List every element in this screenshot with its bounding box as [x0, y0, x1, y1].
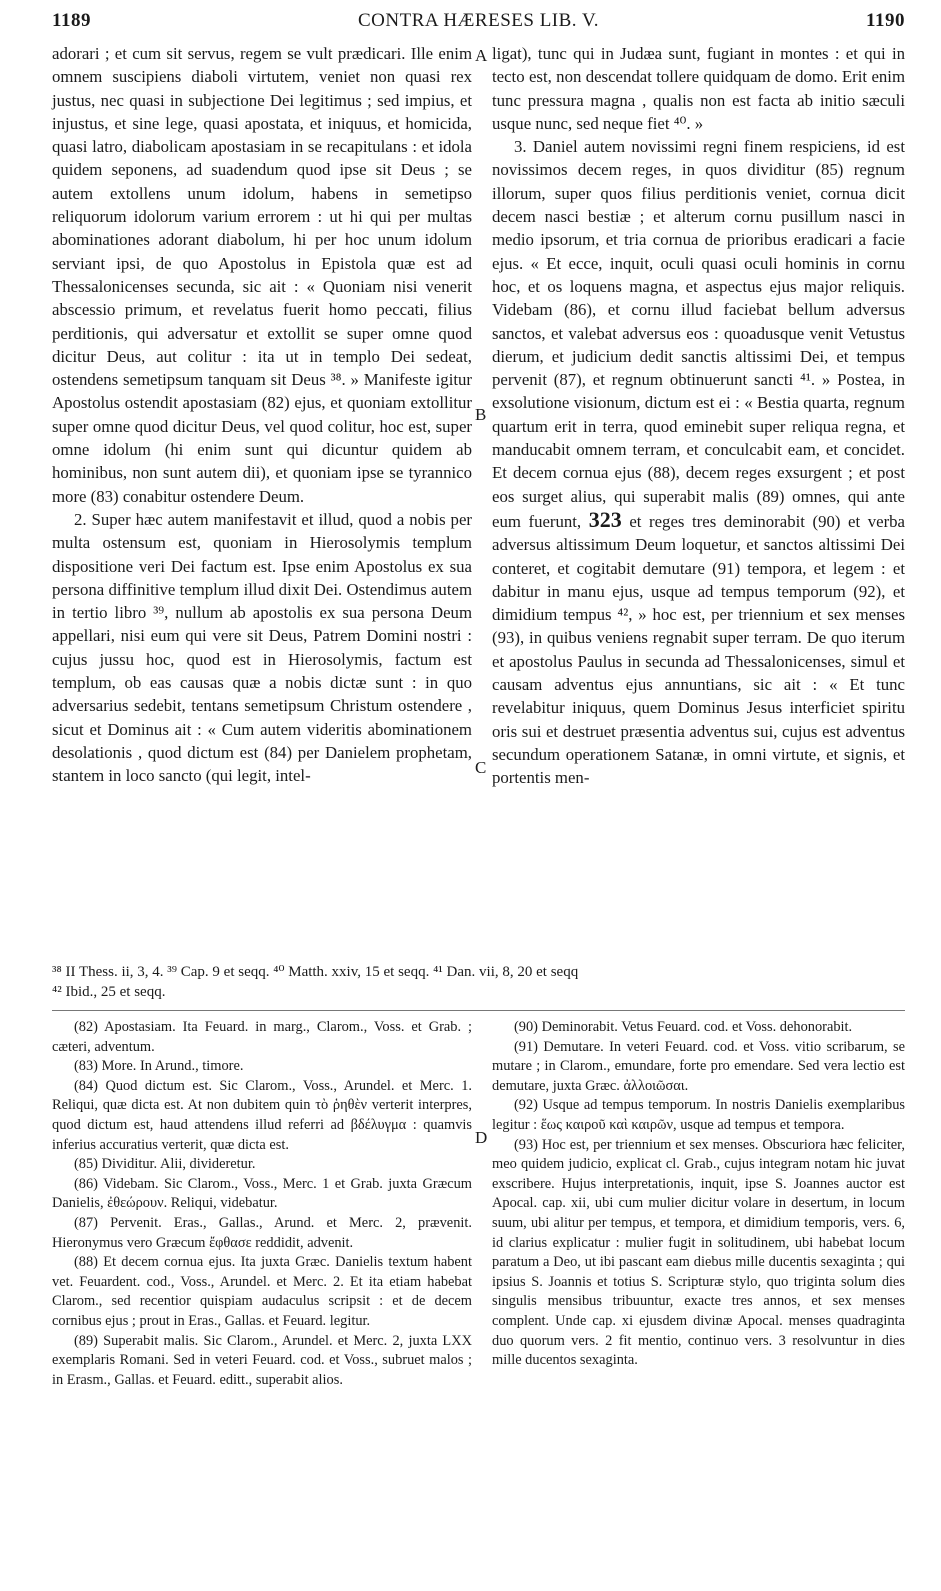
notes-left-column [52, 1018, 472, 1390]
note-93: (93) Hoc est, per triennium et sex menses. Obscuriora hæc feliciter, meo quidem judicio, explicat cl. Grab., cujus integram notam hic juvat exscribere. Hujus interpretationis, inquit, ipse S. Joannes auctor est Apocal. cap. xii, ubi cum mulier dicitur volare in desertum, in locum suum, ubi alitur per tempus, et tempora, et dimidium temporis, vers. 6, id clarius explicatur : mulier fugit in solitudinem, ubi habebat locum paratum a Deo, ut ibi pascant eam diebus mille ducentis sexaginta ; qui ipsius S. Joannis et totius S. Scripturæ stylo, quo triginta solum dies singulis mensibus tribuuntur, exacte tres annos, et sex menses complent. Unde cap. xi ejusdem divinæ Apocal. menses quadraginta duo quorum vers. 2 fit mentio, continuo vers. 3 resolvuntur in dies mille ducentos sexaginta. [492, 1136, 905, 1369]
margin-letter-d: D [475, 1128, 488, 1147]
note-88: (88) Et decem cornua ejus. Ita juxta Græc. Danielis textum habent vet. Feuardent. cod., Voss., Arundel. et Merc. 2. Et ita etiam habebat Clarom., sed recentior quispiam audaculus scripsit : et de decem cornibus ejus ; prout in Eras., Gallas. et Feuard. legitur. [52, 1254, 472, 1329]
right-paragraph-2-text-a: 3. Daniel autem novissimi regni finem respiciens, id est novissimos decem reges, in quos dividitur (85) regnum illorum, super quos filius perditionis veniet, cornua dicit decem nasci bestiæ ; et alterum cornu pusillum nasci in medio ipsorum, et tria cornua de prioribus eradicari a facie ejus. « Et ecce, inquit, oculi quasi oculi hominis in cornu hoc, et os loquens magna, et aspectus ejus major reliquis. Videbam (86), et cornu illud faciebat bellum adversus sanctos, et valebat adversus eos : quoadusque venit Vetustus dierum, et judicium dedit sanctis altissimi Dei, et tempus pervenit (87), et regnum obtinuerunt sancti ⁴¹. » Postea, in exsolutione visionum, dictum est ei : « Bestia quarta, regnum quartum erit in terra, quod eminebit super reliqua regna, et manducabit omnem terram, et conculcabit eam, et concidet. Et decem cornua ejus (88), decem reges exsurgent ; et post eos surget alius, qui superabit malis (89) omnes, qui ante eum fuerunt, [492, 137, 905, 531]
running-header [52, 10, 905, 36]
note-84: (84) Quod dictum est. Sic Clarom., Voss., Arundel. et Merc. 1. Reliqui, quæ dicta est. At non dubitem quin τὸ ῥηθὲν verterit interpres, quod dictum est, haud attendens illud referri ad βδέλυγμα : quamvis inferius accuratius verterit, quæ dicta est. [52, 1077, 472, 1153]
right-paragraph-1: ligat), tunc qui in Judæa sunt, fugiant in montes : et qui in tecto est, non descendat tollere quidquam de domo. Erit enim tunc pressura magna , qualis non est facta ab initio sæculi usque nunc, sed neque fiet ⁴⁰. » [492, 44, 905, 133]
left-paragraph-2: 2. Super hæc autem manifestavit et illud, quod a nobis per multa ostensum est, quoniam in Hierosolymis templum dispositione veri Dei factum est. Ipse enim Apostolus ex sua persona diffinitive templum illud dixit Dei. Ostendimus autem in tertio libro ³⁹, nullum ab apostolis ex sua persona Deum appellari, nisi eum qui vere sit Deus, Patrem Domini nostri : cujus jussu hoc, quod est in Hierosolymis, factum est templum, ob eas causas quæ a nobis dictæ sunt : in quo adversarius sedebit, tentans semetipsum Christum ostendere , sicut et Dominus ait : « Cum autem videritis abominationem desolationis , quod dictum est (84) per Danielem prophetam, stantem in loco sancto (qui legit, intel- [52, 509, 472, 786]
note-92: (92) Usque ad tempus temporum. In nostris Danielis exemplaribus legitur : ἕως καιροῦ καὶ καιρῶν, usque ad tempus et tempora. [492, 1097, 905, 1133]
note-83: (83) More. In Arund., timore. [74, 1058, 244, 1075]
right-paragraph-2 [492, 135, 905, 789]
margin-letter-c: C [475, 758, 487, 777]
note-90: (90) Deminorabit. Vetus Feuard. cod. et Voss. dehonorabit. [514, 1019, 853, 1035]
right-paragraph-2-text-b: et reges tres deminorabit (90) et verba adversus altissimum Deum loquetur, et sanctos altissimi Dei conteret, et cogitabit demutare (91) tempora, et legem : et dabitur in manu ejus, usque ad tempus temporum (92), et dimidium tempus ⁴², » hoc est, per triennium et sex menses (93), in quibus veniens regnabit super terram. De quo iterum et apostolus Paulus in secunda ad Thessalonicenses, simul et causam adventus ejus annuntians, sic ait : « Et tunc revelabitur iniquus, quem Dominus Jesus interficiet spiritu oris sui et destruet præsentia adventus sui, cujus est adventus secundum operationem Satanæ, in omni virtute, et signis, et portentis men- [492, 511, 906, 788]
reference-line-2: ⁴² Ibid., 25 et seqq. [52, 984, 166, 1000]
margin-letter-b: B [475, 405, 487, 424]
column-marker-number: 323 [588, 506, 622, 532]
page-number-right: 1190 [866, 10, 905, 31]
note-89: (89) Superabit malis. Sic Clarom., Arundel. et Merc. 2, juxta LXX exemplaris Romani. Sed in veteri Feuard. cod. et Voss., subruet malos ; in Erasm., Gallas. et Feuard. editt., superabit alios. [52, 1332, 472, 1388]
left-paragraph-1: adorari ; et cum sit servus, regem se vult prædicari. Ille enim omnem suscipiens diaboli virtutem, veniet non quasi rex justus, nec quasi in subjectione Dei legitimus ; sed impius, et injustus, et sine lege, quasi apostata, et iniquus, et homicida, quasi latro, diabolicam apostasiam in se recapitulans : et idola quidem seponens, ad suadendum quod ipse sit Deus ; se autem extollens unum idolum, habens in semetipso reliquorum idolorum varium errorem : ut hi qui per multas abominationes adorant diabolum, hi per hoc unum idolum serviant ipsi, de quo Apostolus in Epistola quæ est ad Thessalonicenses secunda, sic ait : « Quoniam nisi venerit abscessio primum, et revelatus fuerit homo peccati, filius perditionis, qui adversatur et extollit se super omne quod dicitur Deus, aut colitur : ita ut in templo Dei sedeat, ostendens semetipsum tanquam sit Deus ³⁸. » Manifeste igitur Apostolus ostendit apostasiam (82) ejus, et quoniam extollitur super omne quod dicitur Deus, vel quod colitur, hoc est, super omne idolum (hi enim sunt qui dicuntur quidem ab hominibus, non sunt autem dii), et quoniam ipse se tyrannico more (83) conabitur ostendere Deum. [52, 44, 472, 506]
reference-line-1: ³⁸ II Thess. ii, 3, 4. ³⁹ Cap. 9 et seqq. ⁴⁰ Matth. xxiv, 15 et seqq. ⁴¹ Dan. vii, 8, 20 et seqq [52, 964, 579, 980]
margin-letter-a: A [475, 46, 488, 65]
page-number-left: 1189 [52, 10, 91, 31]
note-85: (85) Dividitur. Alii, divideretur. [74, 1156, 256, 1173]
note-87: (87) Pervenit. Eras., Gallas., Arund. et Merc. 2, prævenit. Hieronymus vero Græcum ἔφθασε reddidit, advenit. [52, 1214, 472, 1251]
notes-divider [52, 1010, 905, 1011]
note-91: (91) Demutare. In veteri Feuard. cod. et Voss. vitio scribarum, se mutare ; in Clarom., emundare, forte pro emendare. Sed vera lectio est demutare, juxta Græc. ἀλλοιῶσαι. [492, 1038, 905, 1094]
left-column [52, 42, 472, 788]
note-86: (86) Videbam. Sic Clarom., Voss., Merc. 1 et Grab. juxta Græcum Danielis, ἐθεώρουν. Reliqui, videbatur. [52, 1175, 472, 1212]
notes-right-column [492, 1018, 905, 1371]
scripture-references [52, 962, 905, 1002]
right-column [492, 42, 905, 790]
running-title: CONTRA HÆRESES LIB. V. [358, 10, 599, 31]
note-82: (82) Apostasiam. Ita Feuard. in marg., Clarom., Voss. et Grab. ; cæteri, adventum. [52, 1019, 472, 1055]
